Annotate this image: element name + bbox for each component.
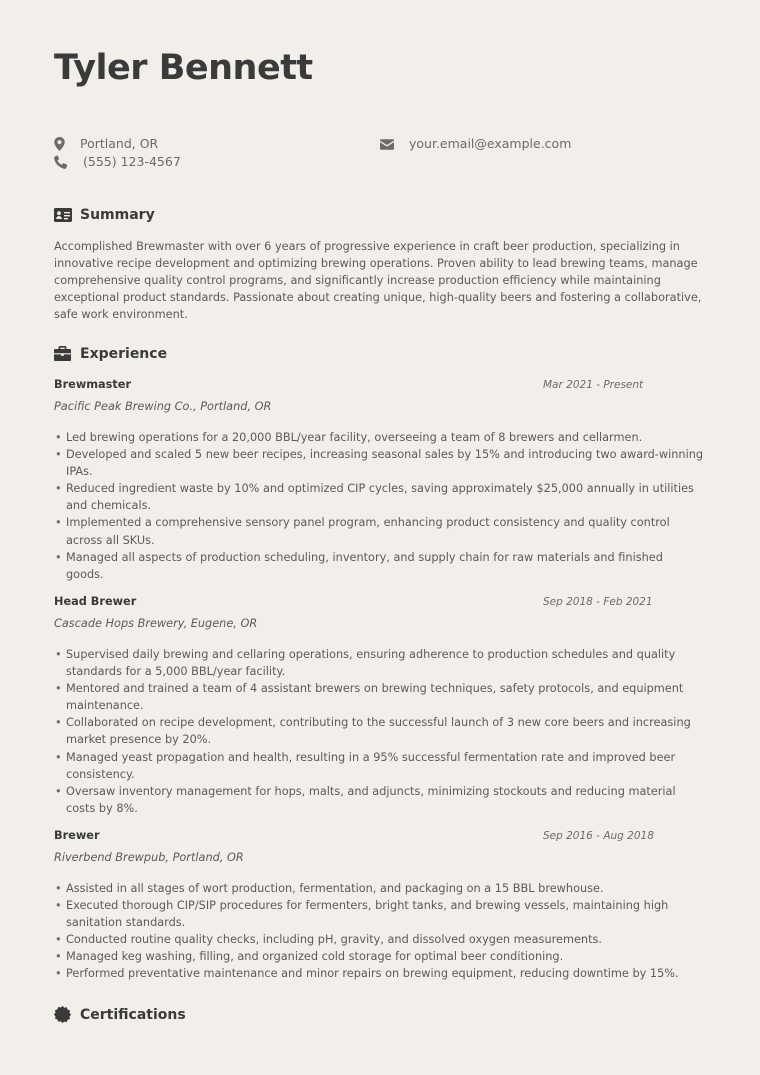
job-bullets (54, 429, 704, 583)
contact-phone (54, 153, 254, 171)
job-company: Pacific Peak Brewing Co., Portland, OR (54, 400, 272, 413)
job-bullet: • Managed keg washing, filling, and organized cold storage for optimal beer conditioning. (54, 948, 704, 965)
contact-location (54, 135, 254, 153)
job-bullet: • Implemented a comprehensive sensory panel program, enhancing product consistency and quality control across all SKUs. (54, 514, 704, 548)
job-bullet: • Mentored and trained a team of 4 assistant brewers on brewing techniques, safety protocols, and equipment maintenance. (54, 680, 704, 714)
job-bullet: • Led brewing operations for a 20,000 BBL/year facility, overseeing a team of 8 brewers and cellarmen. (54, 429, 704, 446)
briefcase-icon (54, 346, 71, 361)
certificate-badge-icon (54, 1006, 71, 1023)
job-title: Head Brewer (54, 595, 137, 608)
job-bullet: • Managed yeast propagation and health, resulting in a 95% successful fermentation rate and improved beer consistency. (54, 749, 704, 783)
job-bullet: • Collaborated on recipe development, contributing to the successful launch of 3 new core beers and increasing market presence by 20%. (54, 714, 704, 748)
job-bullets (54, 646, 704, 817)
summary-text: Accomplished Brewmaster with over 6 years of progressive experience in craft beer production, specializing in innovative recipe development and optimizing brewing operations. Proven ability to lead brewing teams, manage comprehensive quality control programs, and significantly increase production efficiency while maintaining exceptional product standards. Passionate about creating unique, high-quality beers and fostering a collaborative, safe work environment. (54, 240, 702, 322)
job-title: Brewer (54, 829, 100, 842)
job-bullet: • Assisted in all stages of wort production, fermentation, and packaging on a 15 BBL brewhouse. (54, 880, 704, 897)
location-text: Portland, OR (80, 136, 159, 151)
job-dates: Sep 2018 - Feb 2021 (543, 596, 653, 608)
phone-text: (555) 123-4567 (83, 154, 181, 169)
experience-heading (54, 344, 254, 364)
job-bullet: • Supervised daily brewing and cellaring operations, ensuring adherence to production schedules and quality standards for a 5,000 BBL/year facility. (54, 646, 704, 680)
summary-title: Summary (80, 207, 155, 223)
job-bullet: • Conducted routine quality checks, including pH, gravity, and dissolved oxygen measurements. (54, 931, 704, 948)
certifications-heading (54, 1005, 254, 1025)
job-dates: Sep 2016 - Aug 2018 (543, 830, 654, 842)
envelope-icon (380, 139, 394, 150)
job-bullet: • Executed thorough CIP/SIP procedures for fermenters, bright tanks, and brewing vessels, maintaining high sanitation standards. (54, 897, 704, 931)
job-title: Brewmaster (54, 378, 132, 391)
job-dates: Mar 2021 - Present (543, 379, 644, 391)
job-bullet: • Managed all aspects of production scheduling, inventory, and supply chain for raw materials and finished goods. (54, 549, 704, 583)
phone-icon (54, 155, 68, 169)
email-text: your.email@example.com (409, 136, 572, 151)
job-bullets (54, 880, 704, 983)
certifications-title: Certifications (80, 1007, 186, 1023)
job-bullet: • Developed and scaled 5 new beer recipes, increasing seasonal sales by 15% and introducing two award-winning IPAs. (54, 446, 704, 480)
job-company: Riverbend Brewpub, Portland, OR (54, 851, 244, 864)
job-bullet: • Reduced ingredient waste by 10% and optimized CIP cycles, saving approximately $25,000 annually in utilities and chemicals. (54, 480, 704, 514)
contact-email (380, 135, 640, 153)
candidate-name: Tyler Bennett (54, 48, 313, 88)
id-card-icon (54, 208, 72, 222)
summary-heading (54, 205, 254, 225)
job-bullet: • Oversaw inventory management for hops, malts, and adjuncts, minimizing stockouts and reducing material costs by 8%. (54, 783, 704, 817)
map-pin-icon (54, 137, 65, 151)
job-company: Cascade Hops Brewery, Eugene, OR (54, 617, 258, 630)
job-bullet: • Performed preventative maintenance and minor repairs on brewing equipment, reducing downtime by 15%. (54, 965, 704, 982)
experience-title: Experience (80, 346, 168, 362)
